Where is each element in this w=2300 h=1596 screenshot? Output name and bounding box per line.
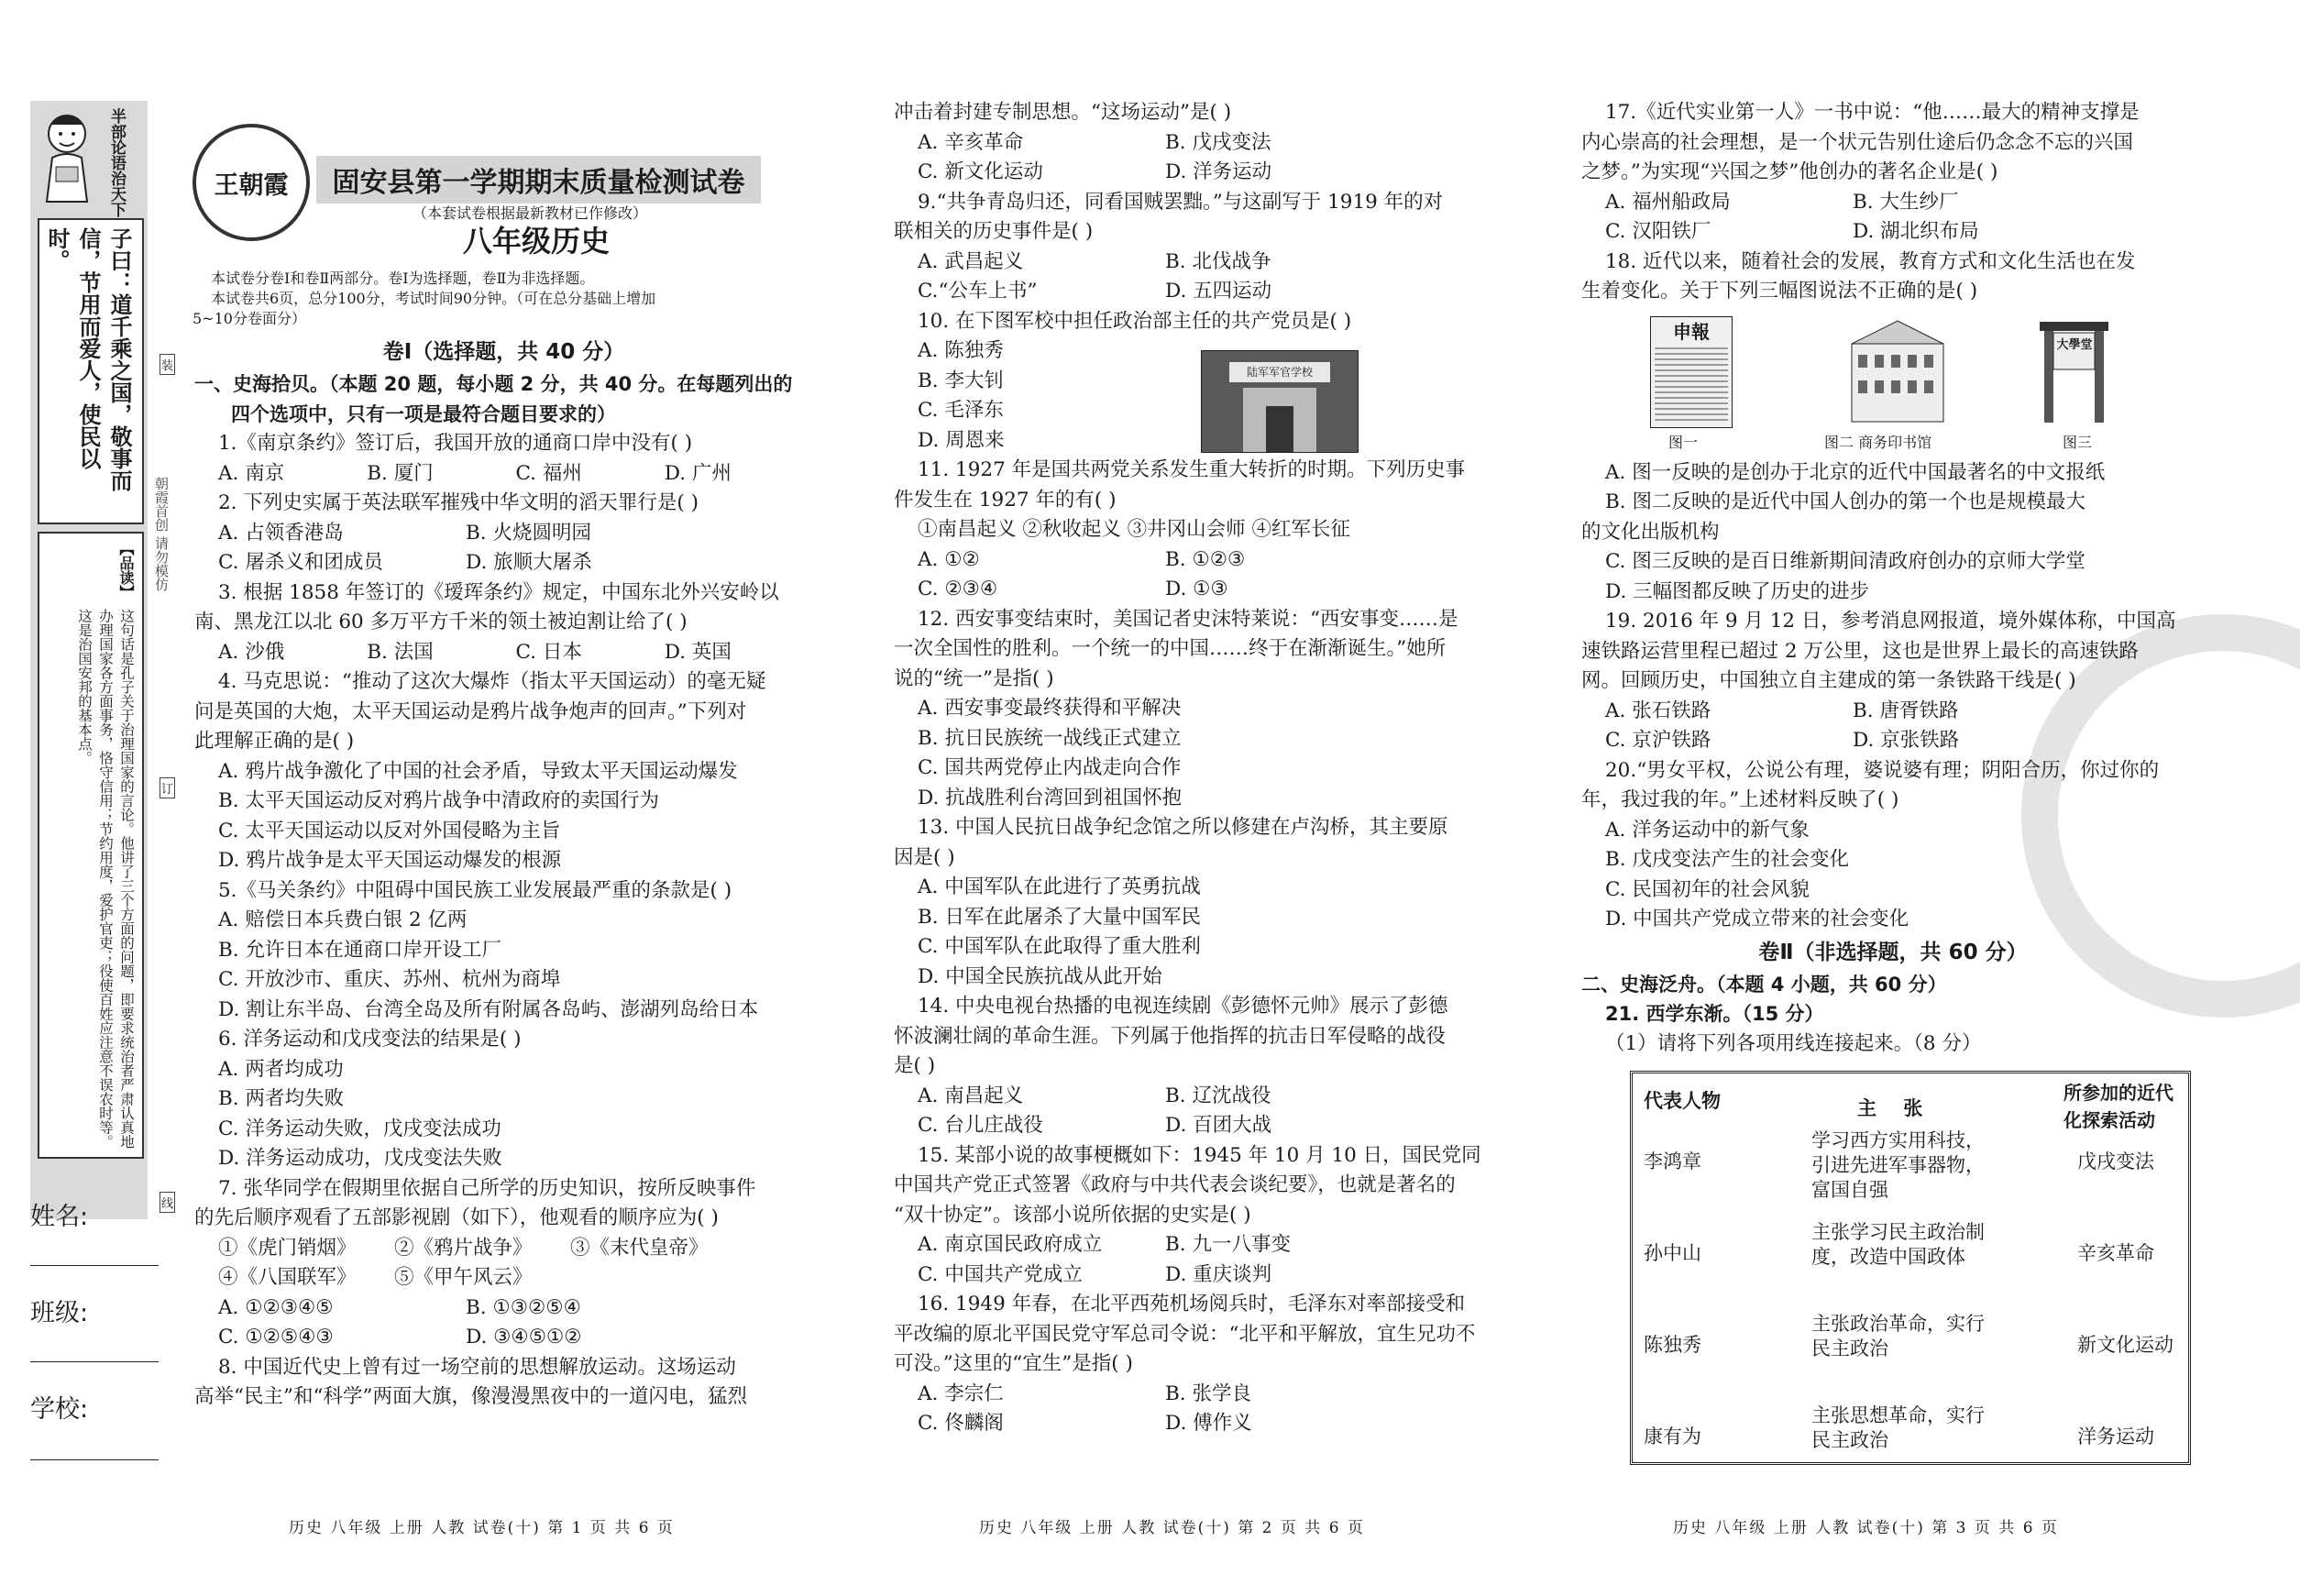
name-field-line[interactable]: [30, 1265, 159, 1266]
sidebar-panel: [30, 101, 148, 1219]
question-line: 1.《南京条约》签订后，我国开放的通商口岸中没有( ): [218, 432, 693, 455]
question-continuation: 说的“统一”是指( ): [894, 666, 1054, 690]
question-line: 8. 中国近代史上曾有过一场空前的思想解放运动。这场运动: [218, 1355, 736, 1379]
option-row: [894, 545, 1513, 576]
question-line: 14. 中央电视台热播的电视连续剧《彭德怀元帅》展示了彭德: [918, 995, 1448, 1018]
newspaper-image: [1650, 316, 1733, 428]
option[interactable]: A. 南京国民政府成立: [918, 1233, 1103, 1256]
reading-box: [38, 532, 144, 1159]
confucius-cartoon-icon: [34, 106, 100, 207]
option[interactable]: B. 九一八事变: [1165, 1233, 1291, 1256]
question-continuation: 的文化出版机构: [1581, 520, 1720, 544]
academy-sign: 陆军军官学校: [1229, 362, 1330, 382]
question-continuation: 年，我过我的年。”上述材料反映了( ): [1581, 788, 1899, 811]
option[interactable]: C. 汉阳铁厂: [1605, 220, 1711, 243]
option[interactable]: D. 中国共产党成立带来的社会变化: [1605, 908, 1909, 930]
option[interactable]: C.“公车上书”: [918, 280, 1038, 303]
commercial-press-image: [1847, 316, 1948, 424]
table-header-activity: 所参加的近代化探索活动: [2063, 1082, 2173, 1131]
question-continuation: 网。回顾历史，中国独立自主建成的第一条铁路干线是( ): [1581, 669, 2076, 692]
option[interactable]: D. 广州: [664, 461, 732, 485]
confucius-quote: 子曰：道千乘之国，敬事而信，节用而爱人，使民以时。: [44, 227, 132, 491]
option[interactable]: C. 福州: [515, 461, 582, 485]
question-continuation: 件发生在 1927 年的有( ): [894, 488, 1117, 512]
option[interactable]: C. 中国军队在此取得了重大胜利: [918, 935, 1201, 958]
option[interactable]: C. 民国初年的社会风貌: [1605, 877, 1810, 901]
option[interactable]: D. 洋务运动成功，戊戌变法失败: [218, 1147, 502, 1170]
option[interactable]: B. 火烧圆明园: [466, 521, 591, 545]
option[interactable]: C. 日本: [515, 640, 582, 664]
option[interactable]: D. 旅顺大屠杀: [466, 551, 592, 574]
table-person[interactable]: 陈独秀: [1644, 1334, 1701, 1356]
option[interactable]: B. 辽沈战役: [1165, 1084, 1271, 1107]
question-continuation: 中国共产党正式签署《政府与中共代表会谈纪要》，也就是著名的: [894, 1173, 1456, 1196]
option[interactable]: D. 京张铁路: [1853, 729, 1960, 752]
question-continuation: 速铁路运营里程已超过 2 万公里，这也是世界上最长的高速铁路: [1581, 639, 2139, 663]
option[interactable]: B. 法国: [367, 640, 434, 664]
option[interactable]: ③《末代皇帝》: [570, 1236, 709, 1260]
question-continuation: 联相关的历史事件是( ): [894, 220, 1094, 243]
option[interactable]: D. 割让东半岛、台湾全岛及所有附属各岛屿、澎湖列岛给日本: [218, 997, 759, 1021]
question-line: 5.《马关条约》中阻碍中国民族工业发展最严重的条款是( ): [218, 878, 732, 902]
option-row: [194, 1323, 813, 1353]
question-line: 12. 西安事变结束时，美国记者史沫特莱说：“西安事变……是: [918, 607, 1458, 631]
option-row: [894, 1230, 1513, 1260]
option[interactable]: C. 佟麟阁: [918, 1412, 1004, 1435]
footer-page-1: 历史 八年级 上册 人教 试卷(十) 第 1 页 共 6 页: [289, 1519, 675, 1537]
option[interactable]: B. 日军在此屠杀了大量中国军民: [918, 905, 1201, 929]
option-row: [194, 1263, 813, 1293]
question-line: 18. 近代以来，随着社会的发展，教育方式和文化生活也在发: [1605, 249, 2136, 273]
table-idea[interactable]: 主张思想革命，实行民主政治: [1811, 1404, 1985, 1451]
question-continuation: 高举“民主”和“科学”两面大旗，像漫漫黑夜中的一道闪电，猛烈: [194, 1385, 747, 1408]
option-row: [194, 548, 813, 578]
newspaper-masthead: 申報: [1673, 321, 1710, 343]
option[interactable]: B. 李大钊: [918, 369, 1004, 392]
question-continuation: 此理解正确的是( ): [194, 730, 355, 753]
option[interactable]: C. 屠杀义和团成员: [218, 551, 383, 574]
question-line: 20.“男女平权，公说公有理，婆说婆有理；阴阳合历，你过你的: [1605, 758, 2160, 782]
question-line: 13. 中国人民抗日战争纪念馆之所以修建在卢沟桥，其主要原: [918, 816, 1448, 839]
class-field-label: 班级:: [30, 1299, 89, 1327]
option-row: [194, 638, 813, 668]
option[interactable]: A. 南昌起义: [918, 1084, 1024, 1107]
table-activity[interactable]: 洋务运动: [2077, 1425, 2154, 1447]
logo-text: 王朝霞: [214, 171, 289, 200]
option[interactable]: A. 陈独秀: [918, 339, 1004, 362]
section-heading: 二、史海泛舟。（本题 4 小题，共 60 分）: [1581, 973, 1947, 996]
question-continuation: 一次全国性的胜利。一个统一的中国……终于在渐渐诞生。”她所: [894, 637, 1447, 660]
option[interactable]: [570, 1263, 746, 1293]
option-row: [894, 248, 1513, 278]
option[interactable]: B. 戊戌变法: [1165, 130, 1271, 154]
option[interactable]: A. 南京: [218, 461, 285, 485]
option[interactable]: D. 英国: [664, 640, 732, 664]
table-person[interactable]: 康有为: [1644, 1425, 1701, 1447]
school-field-label: 学校:: [30, 1395, 89, 1424]
footer-page-3: 历史 八年级 上册 人教 试卷(十) 第 3 页 共 6 页: [1673, 1519, 2059, 1537]
binding-mark-2: 订: [160, 777, 175, 798]
section-heading: 卷Ⅰ（选择题，共 40 分）: [382, 340, 625, 364]
quote-box: [38, 218, 144, 524]
option[interactable]: A. 沙俄: [218, 640, 285, 664]
option[interactable]: ②《鸦片战争》: [394, 1236, 533, 1260]
option[interactable]: C. ②③④: [918, 578, 998, 600]
q18-figures: [1650, 316, 2145, 454]
option-row: [194, 1234, 813, 1264]
question-line: （1）请将下列各项用线连接起来。（8 分）: [1605, 1031, 1982, 1055]
option[interactable]: B. 张学良: [1165, 1381, 1251, 1405]
option-row: [194, 459, 813, 490]
option[interactable]: B. 北伐战争: [1165, 249, 1271, 273]
table-activity[interactable]: 辛亥革命: [2077, 1242, 2154, 1264]
school-field-line[interactable]: [30, 1459, 159, 1460]
option-row: [1581, 726, 2205, 756]
option[interactable]: D. 鸦片战争是太平天国运动爆发的根源: [218, 849, 562, 872]
table-person[interactable]: 孙中山: [1644, 1242, 1701, 1264]
option[interactable]: D. 周恩来: [918, 428, 1005, 452]
instruction-line-2: 本试卷共6页，总分100分，考试时间90分钟。（可在总分基础上增加: [211, 290, 656, 307]
table-header-idea: 主 张: [1857, 1097, 1923, 1119]
option[interactable]: C. 洋务运动失败，戊戌变法成功: [218, 1117, 501, 1140]
option-row: [894, 1409, 1513, 1439]
option-row: [1581, 188, 2205, 218]
matching-table-box: [1630, 1071, 2191, 1465]
question-line: 4. 马克思说：“推动了这次大爆炸（指太平天国运动）的毫无疑: [218, 670, 766, 693]
option[interactable]: C. 太平天国运动以反对外国侵略为主旨: [218, 819, 561, 842]
option[interactable]: B. 允许日本在通商口岸开设工厂: [218, 938, 501, 962]
option-row: [194, 519, 813, 549]
question-line: 7. 张华同学在假期里依据自己所学的历史知识，按所反映事件: [218, 1176, 756, 1200]
option[interactable]: A. 张石铁路: [1605, 699, 1711, 722]
exam-subtitle: （本套试卷根据最新教材已作修改）: [413, 204, 648, 222]
question-continuation: 怀波澜壮阔的革命生涯。下列属于他指挥的抗击日军侵略的战役: [894, 1024, 1447, 1048]
option[interactable]: A. 洋务运动中的新气象: [1605, 818, 1810, 842]
table-idea[interactable]: 学习西方实用科技，引进先进军事器物，富国自强: [1811, 1129, 1985, 1201]
title-banner: [316, 156, 761, 204]
question-continuation: 是( ): [894, 1054, 936, 1077]
instruction-line-1: 本试卷分卷Ⅰ和卷Ⅱ两部分。卷Ⅰ为选择题，卷Ⅱ为非选择题。: [211, 270, 595, 287]
option[interactable]: A. 两者均成功: [218, 1057, 344, 1081]
section-heading: 一、史海拾贝。（本题 20 题，每小题 2 分，共 40 分。在每题列出的: [194, 373, 793, 395]
option[interactable]: D. 五四运动: [1165, 280, 1272, 303]
option[interactable]: ⑤《甲午风云》: [394, 1266, 533, 1289]
table-person[interactable]: 李鸿章: [1644, 1150, 1701, 1172]
option[interactable]: D. 百团大战: [1165, 1114, 1272, 1137]
option[interactable]: B. 厦门: [367, 461, 434, 485]
name-field-label: 姓名:: [30, 1203, 89, 1231]
grade-subject: 八年级历史: [463, 224, 611, 259]
question-line: 15. 某部小说的故事梗概如下：1945 年 10 月 10 日，国民党同: [918, 1143, 1481, 1167]
option[interactable]: B. ①③②⑤④: [466, 1295, 581, 1319]
option[interactable]: A. 中国军队在此进行了英勇抗战: [918, 875, 1201, 898]
option-row: [894, 1082, 1513, 1112]
question-line: 17.《近代实业第一人》一书中说：“他……最大的精神支撑是: [1605, 101, 2140, 124]
option[interactable]: A. ①②③④⑤: [218, 1295, 334, 1319]
exam-title: 固安县第一学期期末质量检测试卷: [332, 167, 745, 199]
option[interactable]: B. 两者均失败: [218, 1087, 344, 1110]
university-gate-image: [2040, 316, 2108, 424]
option-row: [894, 1380, 1513, 1410]
option[interactable]: C. 中国共产党成立: [918, 1262, 1083, 1286]
table-activity[interactable]: 戊戌变法: [2077, 1150, 2154, 1172]
column-2: [894, 98, 1513, 1439]
question-continuation: 问是英国的大炮，太平天国运动是鸦片战争炮声的回声。”下列对: [194, 699, 747, 723]
option-row: [1581, 697, 2205, 727]
option[interactable]: B. ①②③: [1165, 547, 1246, 571]
option[interactable]: A. 赔偿日本兵费白银 2 亿两: [218, 908, 468, 931]
question-continuation: 的先后顺序观看了五部影视剧（如下），他观看的顺序应为( ): [194, 1206, 719, 1229]
footer-page-2: 历史 八年级 上册 人教 试卷(十) 第 2 页 共 6 页: [979, 1519, 1365, 1537]
option[interactable]: A. 武昌起义: [918, 249, 1024, 273]
option-row: [194, 1293, 813, 1324]
question-line: 11. 1927 年是国共两党关系发生重大转折的时期。下列历史事: [918, 458, 1466, 481]
question-line: 2. 下列史实属于英法联军摧残中华文明的滔天罪行是( ): [218, 491, 699, 514]
section-heading: 卷Ⅱ（非选择题，共 60 分）: [1758, 940, 2028, 964]
option-row: [894, 277, 1513, 307]
reading-text: 这句话是孔子关于治理国家的言论。他讲了三个方面的问题，即要求统治者严肃认真地办理国家各方面事务，恪守信用；节约用度，爱护官吏；役使百姓应注意不误农时等。这是治国安邦的基本点。: [76, 609, 135, 1149]
military-academy-photo: [1201, 350, 1359, 453]
option[interactable]: D. 抗战胜利台湾回到祖国怀抱: [918, 786, 1183, 809]
table-idea[interactable]: 主张学习民主政治制度，改造中国政体: [1811, 1221, 1985, 1268]
question-line: 10. 在下图军校中担任政治部主任的共产党员是( ): [918, 309, 1352, 333]
option-row: [894, 575, 1513, 605]
question-line: 3. 根据 1858 年签订的《瑷珲条约》规定，中国东北外兴安岭以: [218, 580, 779, 604]
section-heading: 21. 西学东渐。（15 分）: [1605, 1003, 1824, 1025]
instruction-line-3: 5~10分卷面分）: [193, 310, 306, 327]
option[interactable]: C. 开放沙市、重庆、苏州、杭州为商埠: [218, 968, 561, 991]
question-continuation: “双十协定”。该部小说所依据的史实是( ): [894, 1203, 1251, 1227]
option-row: [1581, 217, 2205, 248]
option[interactable]: B. 图二反映的是近代中国人创办的第一个也是规模最大: [1605, 490, 2085, 513]
option[interactable]: B. 唐胥铁路: [1853, 699, 1959, 722]
side-note: 朝霞首创 请勿模仿: [153, 477, 170, 591]
table-activity[interactable]: 新文化运动: [2077, 1334, 2173, 1356]
option[interactable]: C. 新文化运动: [918, 160, 1043, 183]
question-line: 9.“共争青岛归还，同看国贼罢黜。”与这副写于 1919 年的对: [918, 190, 1444, 214]
option[interactable]: D. 中国全民族抗战从此开始: [918, 964, 1162, 988]
table-header-person: 代表人物: [1644, 1090, 1721, 1112]
question-continuation: 因是( ): [894, 845, 955, 869]
option[interactable]: B. 大生纱厂: [1853, 190, 1959, 214]
question-continuation: 可没。”这里的“宜生”是指( ): [894, 1352, 1133, 1375]
question-continuation: 生着变化。关于下列三幅图说法不正确的是( ): [1581, 280, 1978, 303]
option[interactable]: D. 洋务运动: [1165, 160, 1272, 183]
sidebar-motto: 半部论语治天下: [107, 108, 126, 217]
gate-plaque: 大學堂: [2056, 338, 2093, 352]
option-row: [894, 1260, 1513, 1291]
question-continuation: 内心崇高的社会理想，是一个状元告别仕途后仍念念不忘的兴国: [1581, 130, 2134, 154]
caption-fig2: 图二 商务印书馆: [1824, 434, 1932, 451]
option[interactable]: A. 福州船政局: [1605, 190, 1731, 214]
option[interactable]: C. ①②⑤④③: [218, 1326, 334, 1348]
option[interactable]: A. 西安事变最终获得和平解决: [918, 697, 1182, 720]
section-heading: 四个选项中，只有一项是最符合题目要求的）: [231, 402, 616, 425]
option[interactable]: A. 占领香港岛: [218, 521, 344, 545]
question-continuation: 平改编的原北平国民党守军总司令说：“北平和平解放，宜生兄功不: [894, 1322, 1476, 1346]
option[interactable]: C. 国共两党停止内战走向合作: [918, 756, 1182, 779]
column-1: [194, 335, 813, 1413]
question-line: 16. 1949 年春，在北平西苑机场阅兵时，毛泽东对率部接受和: [918, 1293, 1466, 1315]
option[interactable]: ④《八国联军》: [218, 1266, 357, 1289]
question-line: 6. 洋务运动和戊戌变法的结果是( ): [218, 1028, 522, 1051]
option-row: [894, 1111, 1513, 1141]
option[interactable]: D. 傅作义: [1165, 1412, 1252, 1435]
option[interactable]: A. 图一反映的是创办于北京的近代中国最著名的中文报纸: [1605, 460, 2106, 484]
option[interactable]: ①南昌起义 ②秋收起义 ③井冈山会师 ④红军长征: [918, 518, 1351, 541]
question-continuation: 之梦。”为实现“兴国之梦”他创办的著名企业是( ): [1581, 160, 1998, 183]
option[interactable]: D. 三幅图都反映了历史的进步: [1605, 579, 1870, 603]
class-field-line[interactable]: [30, 1361, 159, 1362]
table-idea[interactable]: 主张政治革命，实行民主政治: [1811, 1313, 1985, 1359]
question-line: 19. 2016 年 9 月 12 日，参考消息网报道，境外媒体称，中国高: [1605, 610, 2176, 633]
option[interactable]: C. 京沪铁路: [1605, 729, 1711, 752]
question-continuation: 南、黑龙江以北 60 多万平方千米的领土被迫割让给了( ): [194, 611, 688, 633]
option[interactable]: B. 抗日民族统一战线正式建立: [918, 726, 1182, 750]
option[interactable]: D. ①③: [1165, 578, 1228, 600]
option[interactable]: C. 毛泽东: [918, 399, 1004, 422]
option-row: [894, 158, 1513, 188]
option[interactable]: D. ③④⑤①②: [466, 1326, 582, 1348]
option[interactable]: B. 太平天国运动反对鸦片战争中清政府的卖国行为: [218, 789, 659, 812]
option[interactable]: A. 辛亥革命: [918, 130, 1024, 154]
option[interactable]: A. ①②: [918, 547, 980, 571]
caption-fig1: 图一: [1668, 434, 1699, 451]
reading-label: 【品读】: [117, 541, 135, 600]
brand-logo: [193, 124, 310, 241]
option[interactable]: ①《虎门销烟》: [218, 1236, 357, 1260]
option[interactable]: C. 台儿庄战役: [918, 1114, 1043, 1137]
binding-mark-1: 装: [160, 354, 175, 375]
option-row: [894, 128, 1513, 159]
option[interactable]: D. 湖北织布局: [1853, 220, 1979, 243]
option[interactable]: C. 图三反映的是百日维新期间清政府创办的京师大学堂: [1605, 550, 2085, 573]
caption-fig3: 图三: [2063, 434, 2093, 451]
option[interactable]: A. 鸦片战争激化了中国的社会矛盾，导致太平天国运动爆发: [218, 759, 738, 783]
question-continuation: 冲击着封建专制思想。“这场运动”是( ): [894, 101, 1232, 124]
option[interactable]: A. 李宗仁: [918, 1381, 1004, 1405]
binding-mark-3: 线: [160, 1192, 175, 1213]
column-3: [1581, 98, 2205, 1059]
option[interactable]: D. 重庆谈判: [1165, 1262, 1272, 1286]
option[interactable]: B. 戊戌变法产生的社会变化: [1605, 848, 1849, 871]
